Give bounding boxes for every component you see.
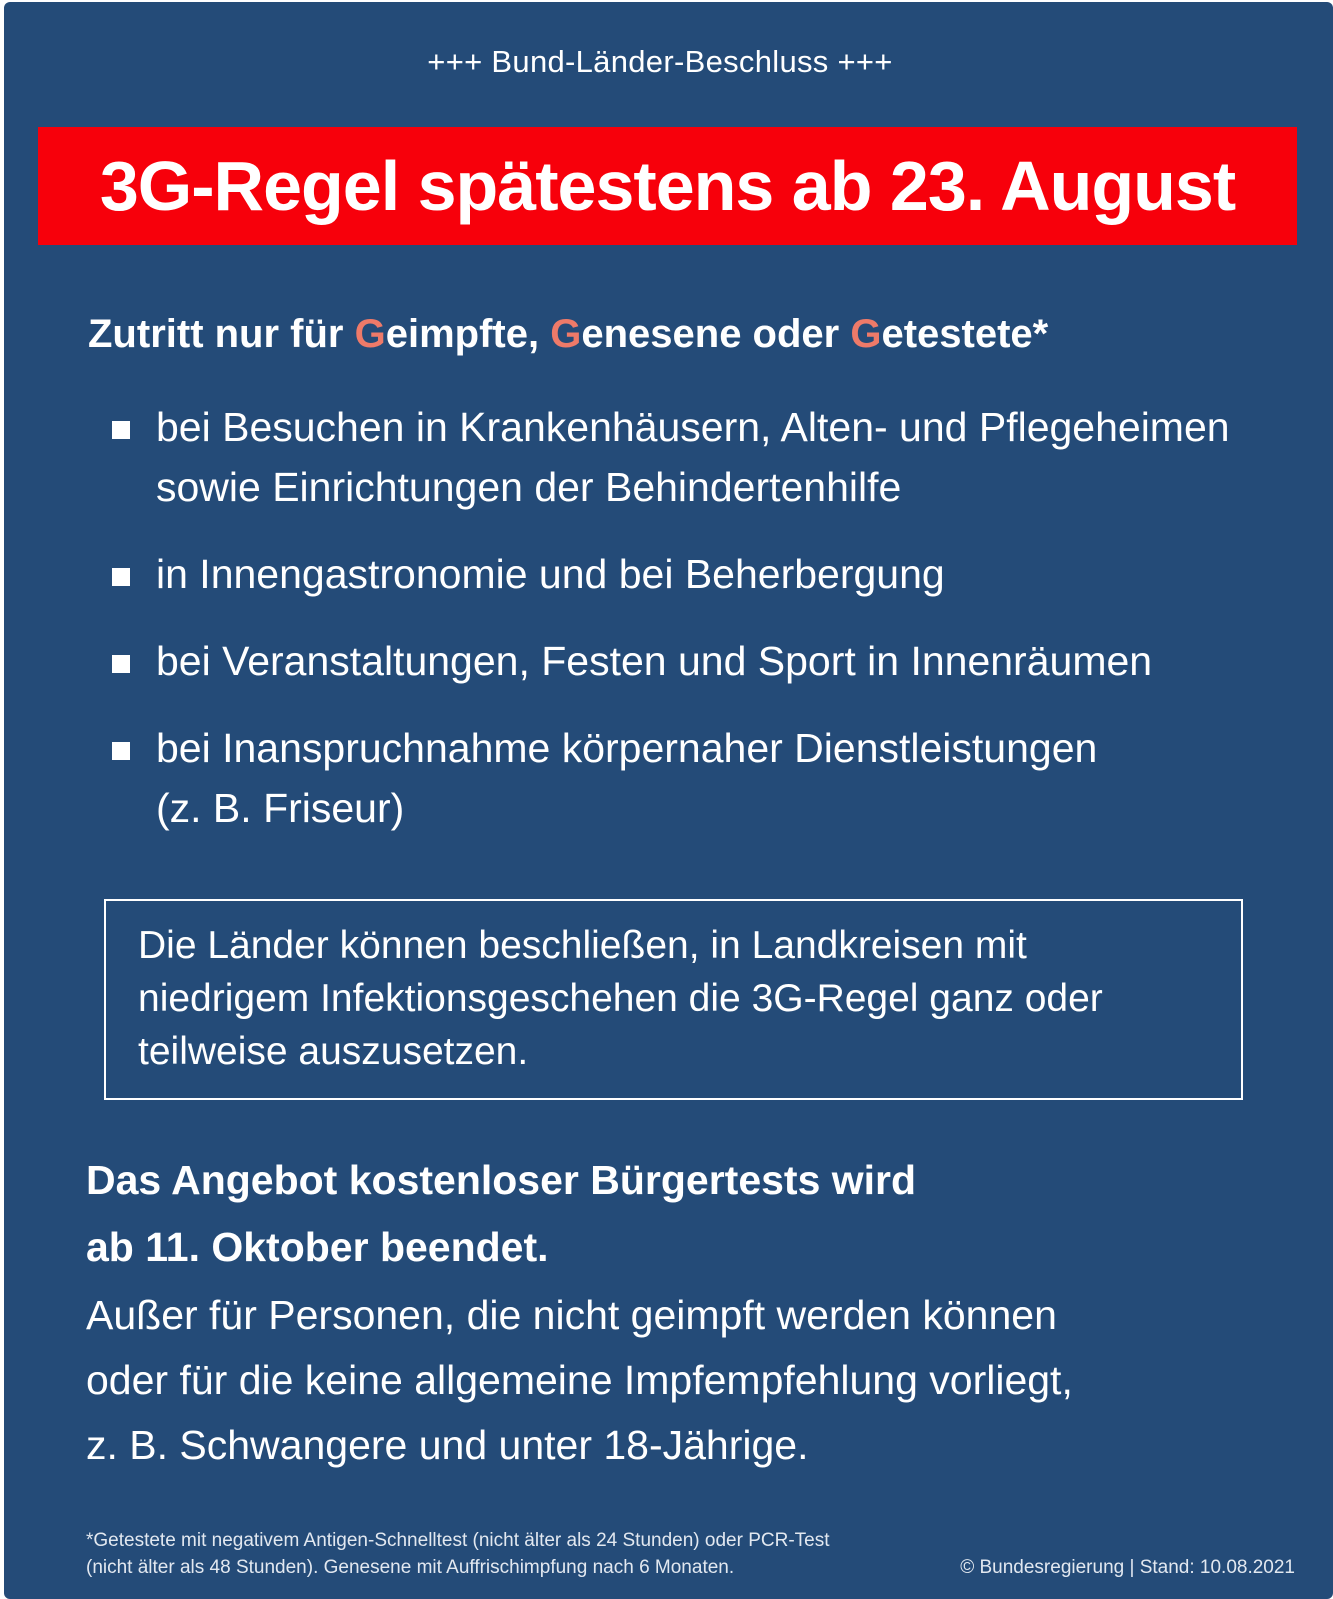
square-bullet-icon (112, 742, 130, 760)
access-heading (88, 312, 1048, 357)
access-list (104, 397, 1319, 838)
heading-part: etestete* (881, 312, 1049, 356)
g-accent-letter: G (850, 312, 882, 356)
tests-exception-text (86, 1283, 1286, 1478)
infographic-card (4, 2, 1333, 1599)
list-item (104, 397, 1319, 517)
note-line: niedrigem Infektionsgeschehen die 3G-Regel ganz oder (138, 977, 1103, 1020)
list-item-line: bei Besuchen in Krankenhäusern, Alten- und Pflegeheimen (156, 404, 1230, 450)
heading-part: Zutritt nur für (88, 312, 355, 356)
square-bullet-icon (112, 421, 130, 439)
tests-heading-line: Das Angebot kostenloser Bürgertests wird (86, 1157, 917, 1203)
tests-heading (86, 1147, 1236, 1281)
list-item-line: sowie Einrichtungen der Behindertenhilfe (156, 464, 902, 510)
copyright-stand: © Bundesregierung | Stand: 10.08.2021 (960, 1557, 1295, 1578)
g-accent-letter: G (354, 312, 386, 356)
footnote-line: *Getestete mit negativem Antigen-Schnelltest (nicht älter als 24 Stunden) oder PCR-Test (86, 1530, 830, 1551)
page-title: 3G-Regel spätestens ab 23. August (99, 147, 1236, 225)
tests-text-line: Außer für Personen, die nicht geimpft werden können (86, 1292, 1057, 1338)
square-bullet-icon (112, 568, 130, 586)
note-line: teilweise auszusetzen. (138, 1030, 529, 1073)
list-item (104, 631, 1319, 691)
list-item (104, 544, 1319, 604)
list-item-line: bei Veranstaltungen, Festen und Sport in Innenräumen (156, 638, 1153, 684)
heading-part: eimpfte, (385, 312, 551, 356)
title-banner (38, 127, 1297, 245)
footnote (86, 1527, 906, 1581)
tests-heading-line: ab 11. Oktober beendet. (86, 1224, 549, 1270)
g-accent-letter: G (550, 312, 582, 356)
list-item-line: (z. B. Friseur) (156, 785, 405, 831)
heading-part: enesene oder (581, 312, 851, 356)
list-item (104, 718, 1319, 838)
tests-text-line: z. B. Schwangere und unter 18-Jährige. (86, 1422, 809, 1468)
kicker-text: +++ Bund-Länder-Beschluss +++ (427, 44, 893, 79)
tests-text-line: oder für die keine allgemeine Impfempfehlung vorliegt, (86, 1357, 1073, 1403)
footnote-line: (nicht älter als 48 Stunden). Genesene mit Auffrischimpfung nach 6 Monaten. (86, 1557, 735, 1578)
list-item-line: bei Inanspruchnahme körpernaher Dienstleistungen (156, 725, 1098, 771)
note-line: Die Länder können beschließen, in Landkreisen mit (138, 924, 1027, 967)
square-bullet-icon (112, 655, 130, 673)
list-item-line: in Innengastronomie und bei Beherbergung (156, 551, 945, 597)
note-box (104, 899, 1243, 1100)
